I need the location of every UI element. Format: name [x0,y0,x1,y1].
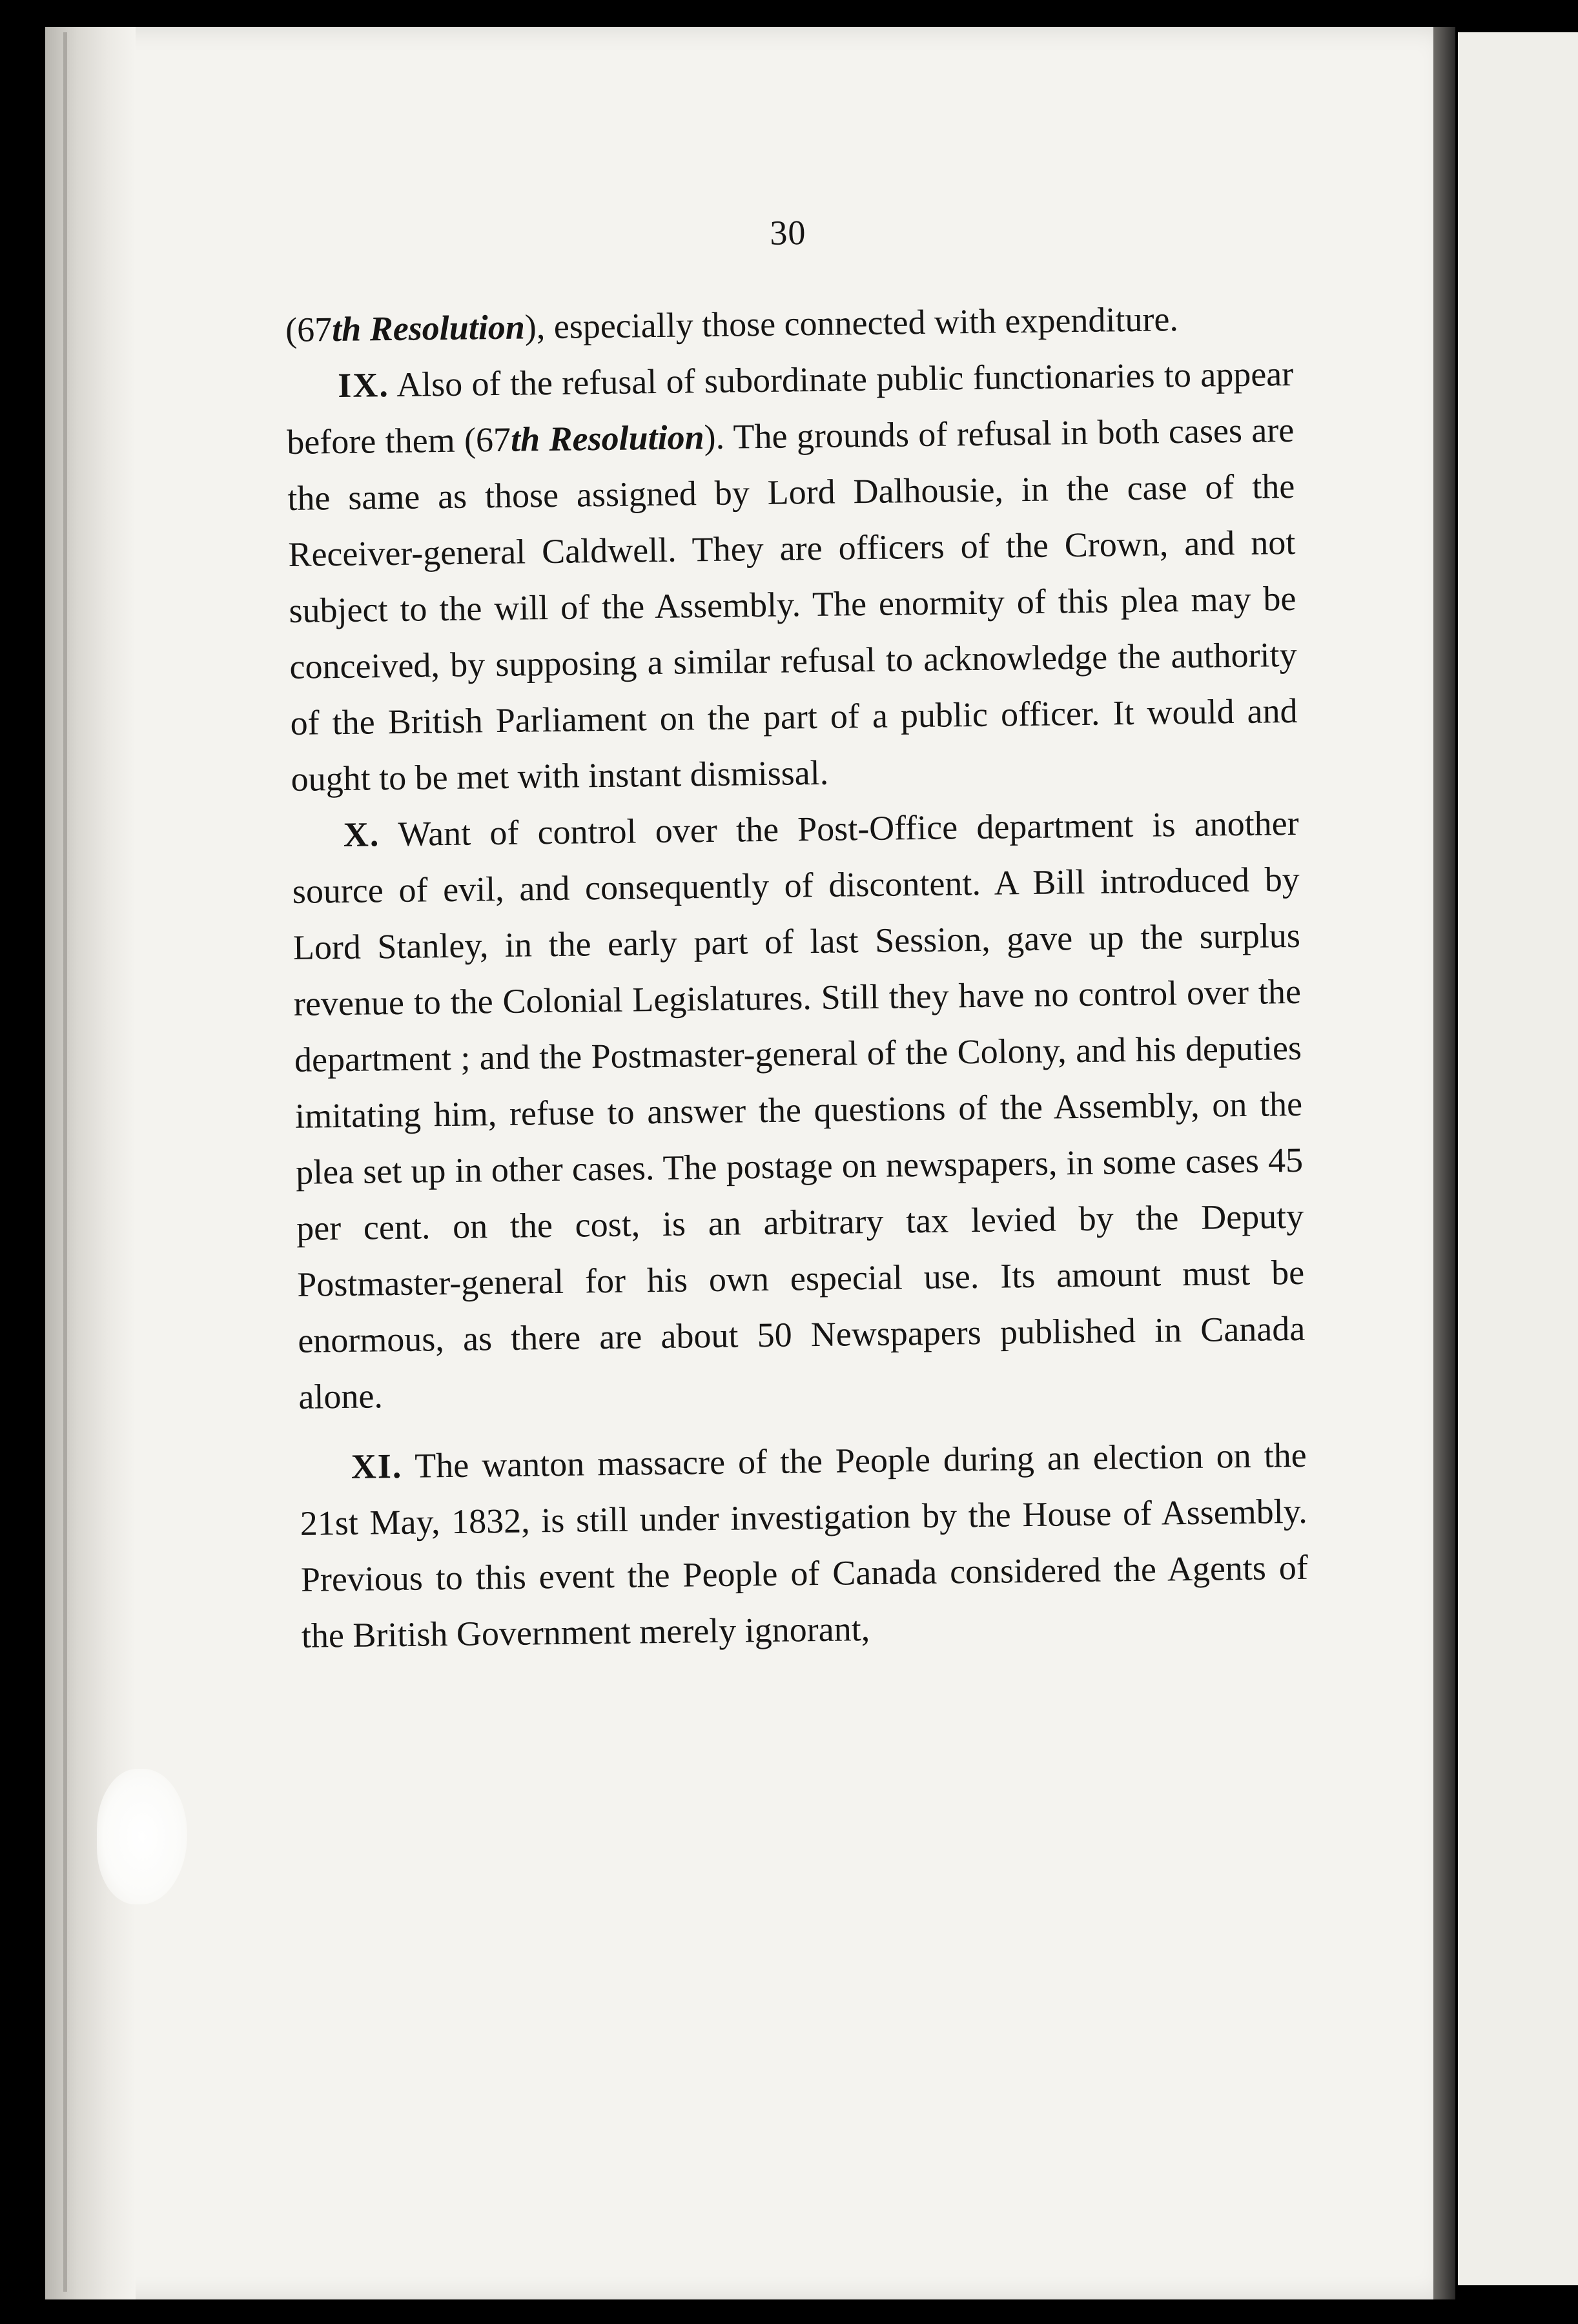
paragraph-ix-text-2: ). The grounds of refusal in both cases are the same as those assigned by Lord Dalhousie, in the case of the Receiver-general Caldwell. They are officers of the Crown, and not subject to the will of the Assembly. The enormity of this plea may be conceived, by supposing a similar refusal to acknowledge the authority of the British Parliament on the part of a public officer. It would and ought to be met with instant dismissal. [287,410,1298,799]
paragraph-x-text: Want of control over the Post-Office department is another source of evil, and consequently of discontent. A Bill introduced by Lord Stanley, in the early part of last Session, gave up the surplus revenue to the Colonial Legislatures. Still they have no control over the department ; and the Postmaster-general of the Colony, and his deputies imitating him, refuse to answer the questions of the Assembly, on the plea set up in other cases. The postage on newspapers, in some cases 45 per cent. on the cost, is an arbitrary tax levied by the Deputy Postmaster-general for his own especial use. Its amount must be enormous, as there are about 50 Newspapers published in Canada alone. [292,803,1306,1416]
continuation-text-1: (67 [285,310,333,349]
page-gutter-shadow [45,27,136,2299]
paragraph-ix-text-1: Also of the refusal of subordinate public functionaries to appear before them (67 [286,354,1294,462]
paragraph-ix [286,346,1298,808]
paragraph-xi-text: The wanton massacre of the People during an election on the 21st May, 1832, is still under investigation by the House of Assembly. Previous to this event the People of Canada considered the Agents of the British Government merely ignorant, [300,1435,1309,1655]
resolution-reference-ix: th Resolution [510,418,704,459]
section-numeral-xi: XI. [351,1446,403,1486]
continuation-text-2: ), especially those connected with expenditure. [524,300,1179,347]
page-fore-edge [1433,27,1455,2299]
paragraph-xi [299,1427,1309,1664]
resolution-reference: th Resolution [331,307,526,349]
page-text [284,201,1309,1664]
section-numeral-ix: IX. [337,365,390,405]
adjacent-page-edge [1458,32,1578,2285]
binding-edge [63,32,67,2292]
section-numeral-x: X. [343,815,380,854]
page-number: 30 [770,213,806,252]
paragraph-x [291,795,1306,1425]
